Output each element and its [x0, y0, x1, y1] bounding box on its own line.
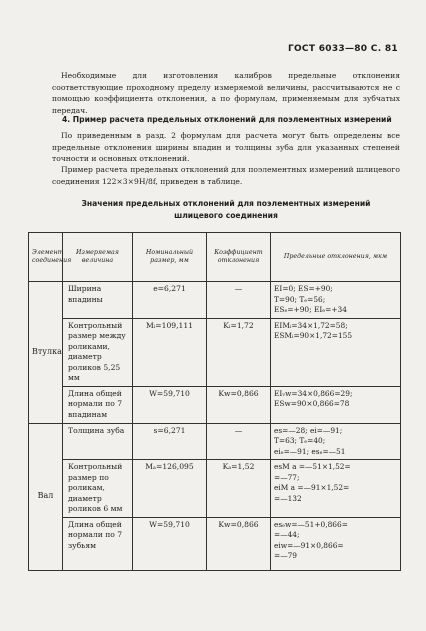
cell-coef: —: [207, 282, 271, 319]
cell-element: Длина общей нормали по 7 впадинам: [63, 386, 133, 423]
cell-element: Длина общей нормали по 7 зубьям: [63, 517, 133, 570]
deviation-line: EI=0; ES=+90;: [274, 284, 333, 293]
cell-deviations: [271, 423, 401, 460]
cell-deviations: [271, 386, 401, 423]
cell-coef: —: [207, 423, 271, 460]
deviation-line: es=—28; ei=—91;: [274, 425, 343, 435]
cell-coef: Kw=0,866: [207, 386, 271, 423]
cell-nominal: W=59,710: [133, 386, 207, 423]
header-element: Элемент соединения: [29, 233, 63, 282]
group-bushing: Втулка: [29, 282, 63, 424]
deviations-table: [28, 232, 401, 571]
cell-coef: Kw=0,866: [207, 517, 271, 570]
cell-element: Контрольный размер между роликами, диаметр роликов 5,25 мм: [63, 318, 133, 386]
header-measured: Измеряемая величина: [63, 233, 133, 282]
deviation-line: esₑw=—51+0,866=: [274, 519, 348, 529]
cell-nominal: Mᵢ=109,111: [133, 318, 207, 386]
deviation-line: EIᵥw=34×0,866=29;: [274, 388, 353, 398]
cell-nominal: Mₐ=126,095: [133, 460, 207, 518]
table-title: [52, 198, 400, 222]
cell-element: Толщина зуба: [63, 423, 133, 460]
paragraph-formulas: По приведенным в разд. 2 формулам для расчета могут быть определены все предельные отклонения ширины впадин и толщины зуба для указанных степеней точности и основных отклонений.: [52, 131, 400, 164]
deviation-line: =—79: [274, 551, 297, 560]
page-header: ГОСТ 6033—80 С. 81: [287, 44, 398, 54]
header-deviations: Предельные отклонения, мкм: [271, 233, 401, 282]
deviation-line: esM a =—51×1,52=: [274, 462, 351, 471]
table-row: [29, 282, 401, 319]
cell-element: Контрольный размер по роликам, диаметр роликов 6 мм: [63, 460, 133, 518]
table-row: [29, 423, 401, 460]
cell-deviations: [271, 282, 401, 319]
cell-nominal: W=59,710: [133, 517, 207, 570]
deviation-line: eiw=—91×0,866=: [274, 540, 344, 550]
deviation-line: =—44;: [274, 530, 300, 539]
table-header-row: [29, 233, 401, 282]
table-row: [29, 318, 401, 386]
table-title-line-2: шлицевого соединения: [174, 211, 278, 220]
deviation-line: eiₑ=—91; esₑ=—51: [274, 446, 346, 456]
header-coef: Коэффициент отклонения: [207, 233, 271, 282]
table-row: [29, 517, 401, 570]
deviation-line: T=90; Tₑ=56;: [274, 294, 326, 304]
paragraph-calibers: Необходимые для изготовления калибров предельные отклонения соответствующие проходному пределу измеряемой величины, рассчитываются не с помощью коэффициента отклонения, а по формулам, применяемым для зубчатых передач.: [52, 71, 400, 115]
table-title-line-1: Значения предельных отклонений для поэлементных измерений: [81, 199, 371, 208]
cell-nominal: s=6,271: [133, 423, 207, 460]
deviation-line: T=63; Tₑ=40;: [274, 436, 326, 445]
table-row: [29, 386, 401, 423]
cell-deviations: [271, 517, 401, 570]
cell-coef: Kₐ=1,52: [207, 460, 271, 518]
deviation-line: EIMᵢ=34×1,72=58;: [274, 320, 348, 330]
deviation-line: =—77;: [274, 472, 300, 482]
group-shaft: Вал: [29, 423, 63, 570]
deviation-line: =—132: [274, 493, 302, 503]
cell-coef: Kᵢ=1,72: [207, 318, 271, 386]
cell-nominal: e=6,271: [133, 282, 207, 319]
cell-deviations: [271, 318, 401, 386]
deviation-line: ESw=90×0,866=78: [274, 399, 350, 408]
deviation-line: ESₑ=+90; EIₑ=+34: [274, 305, 347, 314]
deviation-line: eiM a =—91×1,52=: [274, 483, 350, 492]
header-nominal: Номинальный размер, мм: [133, 233, 207, 282]
cell-deviations: [271, 460, 401, 518]
table-row: [29, 460, 401, 518]
cell-element: Ширина впадины: [63, 282, 133, 319]
deviation-line: ESMᵢ=90×1,72=155: [274, 331, 353, 340]
section-title: 4. Пример расчета предельных отклонений для поэлементных измерений: [62, 115, 392, 124]
paragraph-example: Пример расчета предельных отклонений для поэлементных измерений шлицевого соединения 122×3×9H/8f, приведен в таблице.: [52, 165, 400, 186]
